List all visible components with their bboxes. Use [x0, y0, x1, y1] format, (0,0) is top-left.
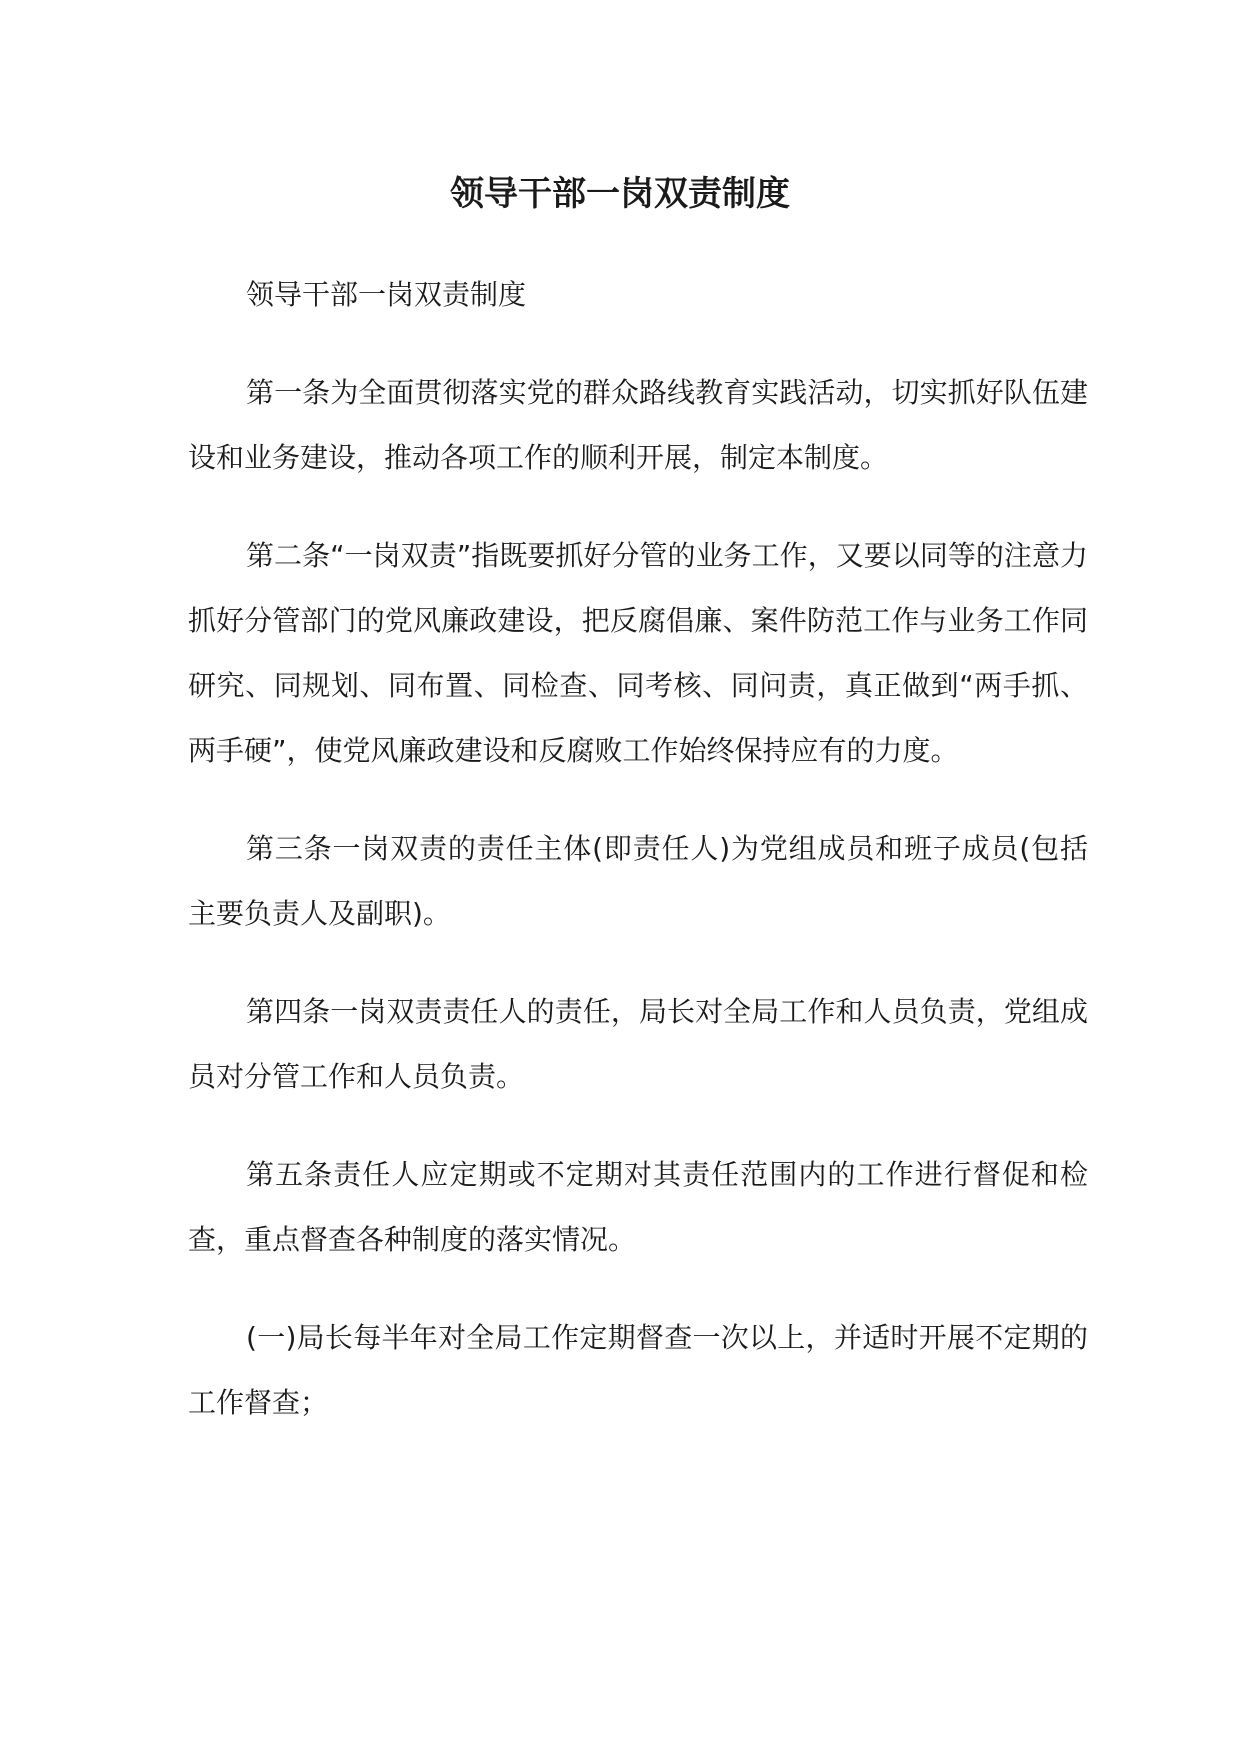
paragraph-article-1: 第一条为全面贯彻落实党的群众路线教育实践活动，切实抓好队伍建设和业务建设，推动各项工作的顺利开展，制定本制度。	[188, 376, 1088, 474]
paragraph-article-3: 第三条一岗双责的责任主体(即责任人)为党组成员和班子成员(包括主要负责人及副职)。	[188, 832, 1088, 930]
paragraph-item-1: (一)局长每半年对全局工作定期督查一次以上，并适时开展不定期的工作督查；	[188, 1321, 1088, 1419]
paragraph-article-5: 第五条责任人应定期或不定期对其责任范围内的工作进行督促和检查，重点督查各种制度的落实情况。	[188, 1158, 1088, 1256]
paragraph-article-2: 第二条“一岗双责”指既要抓好分管的业务工作，又要以同等的注意力抓好分管部门的党风廉政建设，把反腐倡廉、案件防范工作与业务工作同研究、同规划、同布置、同检查、同考核、同问责，真正做到“两手抓、两手硬”，使党风廉政建设和反腐败工作始终保持应有的力度。	[188, 539, 1088, 767]
document-body	[188, 262, 1088, 1468]
document-title: 领导干部一岗双责制度	[450, 174, 790, 214]
paragraph-subtitle: 领导干部一岗双责制度	[246, 278, 527, 311]
paragraph-article-4: 第四条一岗双责责任人的责任，局长对全局工作和人员负责，党组成员对分管工作和人员负责。	[188, 995, 1088, 1093]
